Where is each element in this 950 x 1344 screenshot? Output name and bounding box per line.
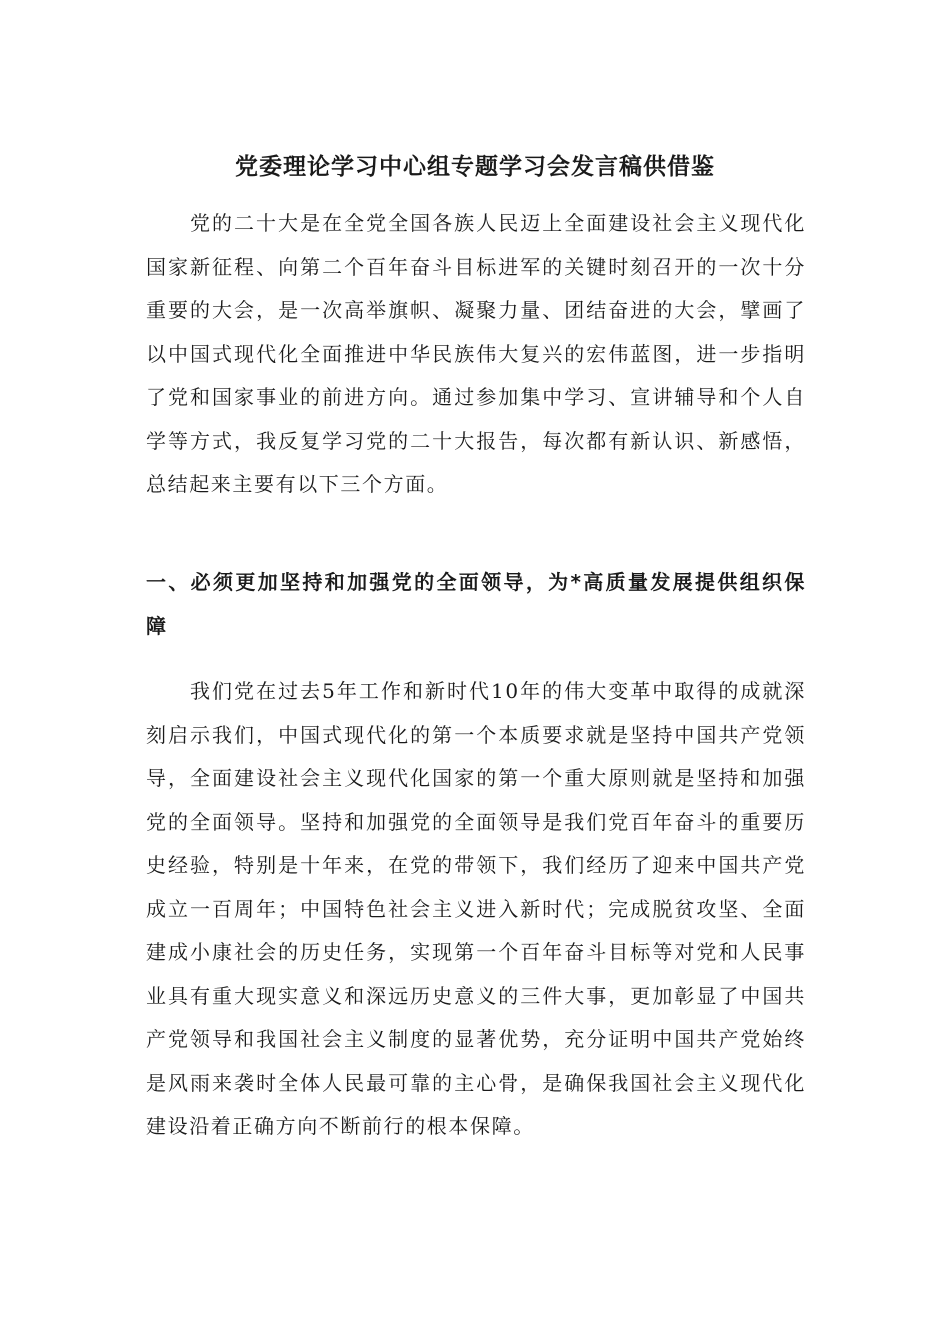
body-paragraph-1: 我们党在过去5年工作和新时代10年的伟大变革中取得的成就深刻启示我们，中国式现代化的第一个本质要求就是坚持中国共产党领导，全面建设社会主义现代化国家的第一个重大原则就是坚持和加强党的全面领导。坚持和加强党的全面领导是我们党百年奋斗的重要历史经验，特别是十年来，在党的带领下，我们经历了迎来中国共产党成立一百周年；中国特色社会主义进入新时代；完成脱贫攻坚、全面建成小康社会的历史任务，实现第一个百年奋斗目标等对党和人民事业具有重大现实意义和深远历史意义的三件大事，更加彰显了中国共产党领导和我国社会主义制度的显著优势，充分证明中国共产党始终是风雨来袭时全体人民最可靠的主心骨，是确保我国社会主义现代化建设沿着正确方向不断前行的根本保障。 [146,679,806,1138]
intro-paragraph: 党的二十大是在全党全国各族人民迈上全面建设社会主义现代化国家新征程、向第二个百年奋斗目标进军的关键时刻召开的一次十分重要的大会，是一次高举旗帜、凝聚力量、团结奋进的大会，擘画了以中国式现代化全面推进中华民族伟大复兴的宏伟蓝图，进一步指明了党和国家事业的前进方向。通过参加集中学习、宣讲辅导和个人自学等方式，我反复学习党的二十大报告，每次都有新认识、新感悟，总结起来主要有以下三个方面。 [146,211,806,496]
section-heading-1: 一、必须更加坚持和加强党的全面领导，为*高质量发展提供组织保障 [146,570,806,638]
document-title: 党委理论学习中心组专题学习会发言稿供借鉴 [235,153,715,180]
